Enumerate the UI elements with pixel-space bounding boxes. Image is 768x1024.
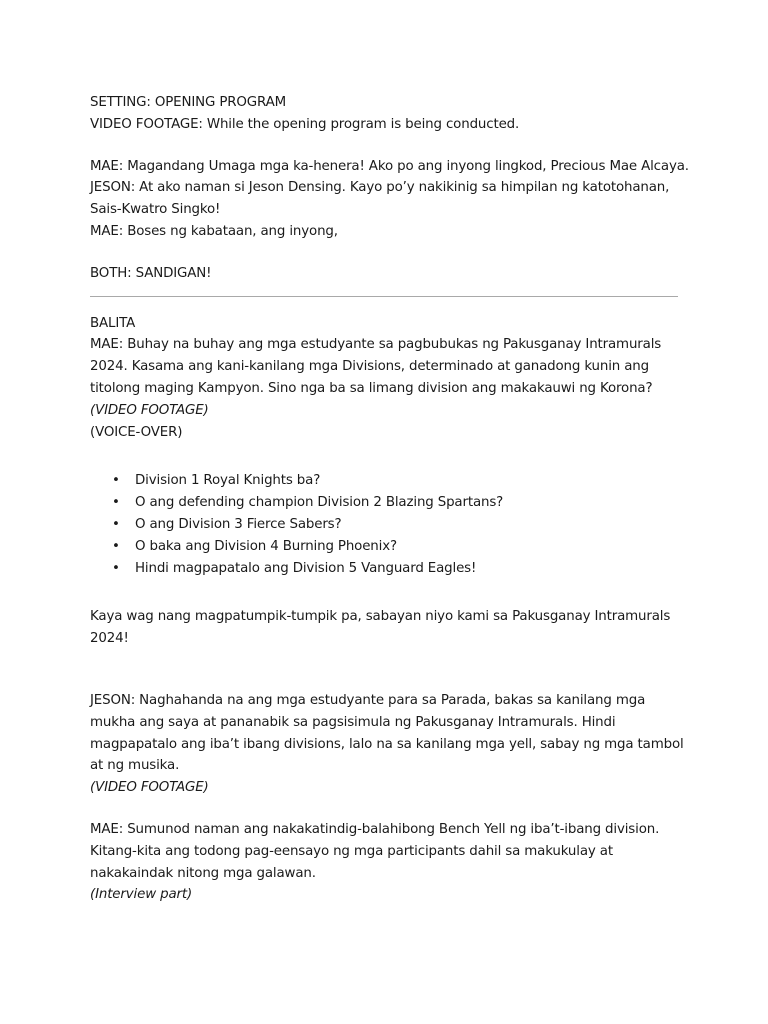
bullet-icon: • (112, 495, 120, 511)
bullet-icon: • (112, 473, 120, 489)
balita-mae-line: 2024. Kasama ang kani-kanilang mga Divisions, determinado at ganadong kunin ang (90, 359, 649, 375)
parada-jeson-line: magpapatalo ang iba’t ibang divisions, lalo na sa kanilang mga yell, sabay ng mga tambol (90, 736, 684, 752)
spacer (90, 799, 680, 819)
setting-line: SETTING: OPENING PROGRAM (90, 95, 287, 110)
list-item (90, 514, 680, 536)
bench-yell-mae-line: Kitang-kita ang todong pag-eensayo ng mga participants dahil sa makukulay at (90, 843, 613, 859)
interview-part-note: (Interview part) (90, 887, 193, 903)
parada-jeson-line: JESON: Naghahanda na ang mga estudyante para sa Parada, bakas sa kanilang mga (90, 692, 646, 708)
bullet-icon: • (112, 538, 120, 554)
list-item-text: O ang defending champion Division 2 Blazing Spartans? (135, 495, 504, 511)
bullet-icon: • (112, 516, 120, 532)
mae-boses-line: MAE: Boses ng kabataan, ang inyong, (90, 223, 338, 239)
balita-heading: BALITA (90, 315, 136, 331)
spacer (90, 243, 680, 263)
bench-yell-mae-line: MAE: Sumunod naman ang nakakatindig-balahibong Bench Yell ng iba’t-ibang division. (90, 821, 660, 837)
spacer (90, 443, 680, 470)
balita-closing-line: Kaya wag nang magpatumpik-tumpik pa, sabayan niyo kami sa Pakusganay Intramurals (90, 609, 671, 625)
bullet-icon: • (112, 560, 120, 576)
list-item-text: Division 1 Royal Knights ba? (135, 473, 321, 489)
jeson-greeting-line: JESON: At ako naman si Jeson Densing. Kayo po’y nakikinig sa himpilan ng katotohanan, (90, 180, 670, 196)
spacer (90, 136, 680, 156)
list-item-text: O baka ang Division 4 Burning Phoenix? (135, 538, 397, 554)
parada-video-footage-note: (VIDEO FOOTAGE) (90, 780, 209, 796)
balita-mae-line: titolong maging Kampyon. Sino nga ba sa limang division ang makakauwi ng Korona? (90, 380, 653, 396)
balita-closing-line: 2024! (90, 631, 129, 647)
balita-video-footage-note: (VIDEO FOOTAGE) (90, 402, 209, 418)
spacer (90, 650, 680, 690)
spacer (90, 579, 680, 606)
video-footage-intro-line: VIDEO FOOTAGE: While the opening program is being conducted. (90, 116, 520, 132)
bench-yell-mae-line: nakakaindak nitong mga galawan. (90, 865, 316, 881)
document-page (90, 92, 689, 906)
list-item (90, 492, 680, 514)
mae-greeting-line: MAE: Magandang Umaga mga ka-henera! Ako po ang inyong lingkod, Precious Mae Alcaya. (90, 158, 689, 174)
horizontal-divider (90, 296, 678, 297)
list-item-text: O ang Division 3 Fierce Sabers? (135, 516, 342, 532)
balita-voice-over-note: (VOICE-OVER) (90, 424, 183, 440)
list-item (90, 536, 680, 558)
parada-jeson-line: mukha ang saya at pananabik sa pagsisimula ng Pakusganay Intramurals. Hindi (90, 714, 616, 730)
balita-mae-line: MAE: Buhay na buhay ang mga estudyante sa pagbubukas ng Pakusganay Intramurals (90, 337, 662, 353)
jeson-greeting-line-cont: Sais-Kwatro Singko! (90, 202, 221, 218)
list-item (90, 558, 680, 580)
parada-jeson-line: at ng musika. (90, 758, 180, 774)
division-bullet-list (90, 470, 680, 579)
list-item-text: Hindi magpapatalo ang Division 5 Vanguard Eagles! (135, 560, 477, 576)
list-item (90, 470, 680, 492)
both-line: BOTH: SANDIGAN! (90, 265, 212, 281)
